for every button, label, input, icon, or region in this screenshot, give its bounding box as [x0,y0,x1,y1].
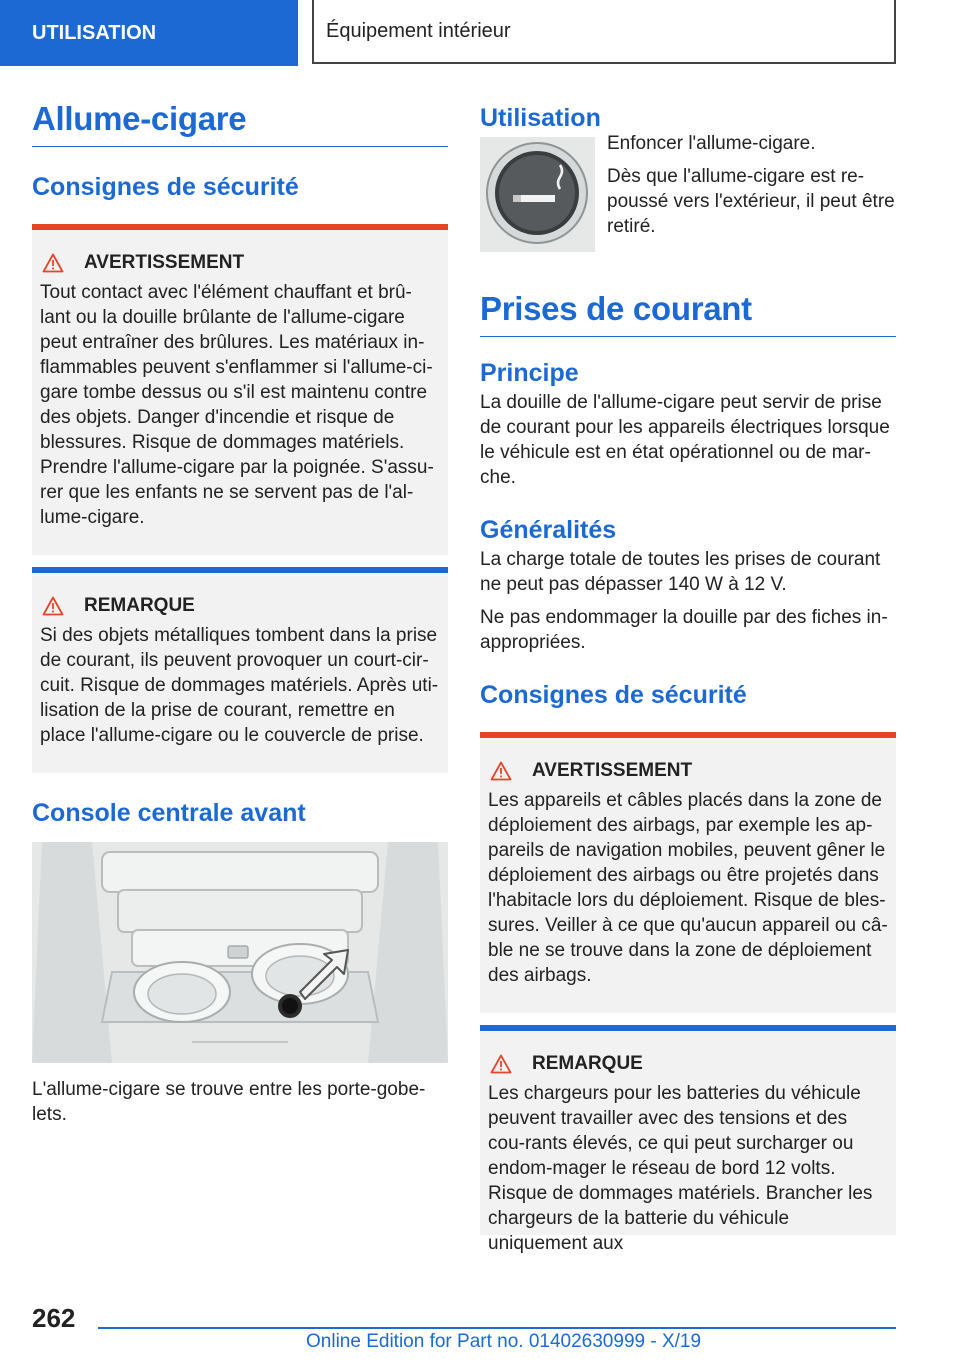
general-text-1: La charge totale de toutes les prises de courant ne peut pas dépasser 140 W à 12 V. [480,549,881,595]
notice-label: REMARQUE [84,595,195,616]
footer-divider [98,1327,896,1329]
cigarette-lighter-icon [480,137,595,252]
console-heading: Console centrale avant [32,799,306,827]
usage-block [480,133,896,252]
edition-note: Online Edition for Part no. 01402630999 - X/19 [306,1331,702,1352]
notice-title [40,593,440,619]
notice-text: Si des objets métalliques tombent dans la prise de courant, ils peuvent provoquer un court-cir-cuit. Risque de dommages matériels. Après uti-lisation de la prise de courant, remettre en place l'allume-cigare ou le couvercle de prise. [40,625,439,746]
lighter-illustration [480,137,595,252]
center-console-drawing [32,842,448,1063]
safety-heading-right: Consignes de sécurité [480,681,747,709]
warning-triangle-icon [490,1054,512,1074]
console-caption: L'allume-cigare se trouve entre les porte-gobe-lets. [32,1079,426,1125]
warning-text: Tout contact avec l'élément chauffant et brû-lant ou la douille brûlante de l'allume-cigare peut entraîner des brûlures. Les matériaux in-flammables peuvent s'enflammer si l'allume-ci-gare tombe dessus ou s'il est maintenu contre des objets. Danger d'incendie et risque de blessures. Risque de dommages matériels. Prendre l'allume-cigare par la poignée. S'assu-rer que les enfants ne se servent pas de l'al-lume-cigare. [40,282,434,528]
general-text-2: Ne pas endommager la douille par des fiches in-appropriées. [480,607,888,653]
general-heading: Généralités [480,516,617,544]
warning-label: AVERTISSEMENT [84,252,245,273]
section-title-power-sockets: Prises de courant [480,290,896,337]
notice-box [32,567,448,773]
warning-triangle-icon [42,596,64,616]
safety-heading: Consignes de sécurité [32,173,299,201]
chapter-title: Équipement intérieur [312,0,896,64]
section-tab: UTILISATION [0,0,298,66]
left-column [32,100,448,1127]
page-header [0,0,960,66]
usage-step-2: Dès que l'allume-cigare est re-poussé vers l'extérieur, il peut être retiré. [607,166,895,237]
warning-box [32,224,448,555]
warning-label-right: AVERTISSEMENT [532,760,693,781]
center-console-illustration [32,842,448,1063]
section-title-cigarette-lighter: Allume-cigare [32,100,448,147]
usage-text [607,131,896,252]
warning-title [40,250,440,276]
notice-box-right [480,1025,896,1254]
warning-title-right [488,758,888,784]
notice-title-right [488,1051,888,1077]
notice-label-right: REMARQUE [532,1053,643,1074]
warning-box-right [480,732,896,1013]
right-column [480,100,896,1254]
notice-text-right: Les chargeurs pour les batteries du véhicule peuvent travailler avec des tensions et des cou-rants élevés, ce qui peut surcharger ou endom-mager le réseau de bord 12 volts. Risque de dommages matériels. Brancher les chargeurs de la batterie du véhicule uniquement aux [488,1083,873,1254]
page-number: 262 [32,1303,76,1333]
usage-step-1: Enfoncer l'allume-cigare. [607,133,816,154]
usage-heading: Utilisation [480,104,601,132]
warning-triangle-icon [490,761,512,781]
warning-text-right: Les appareils et câbles placés dans la zone de déploiement des airbags, par exemple les ap-pareils de navigation mobiles, peuvent gêner le déploiement des airbags ou être projetés dans l'habitacle lors du déploiement. Risque de bles-sures. Veiller à ce que qu'aucun appareil ou câ-ble ne se trouve dans la zone de déploiement des airbags. [488,790,888,986]
principle-heading: Principe [480,359,579,387]
principle-text: La douille de l'allume-cigare peut servir de prise de courant pour les appareils électriques lorsque le véhicule est en état opérationnel ou de mar-che. [480,392,890,488]
warning-triangle-icon [42,253,64,273]
